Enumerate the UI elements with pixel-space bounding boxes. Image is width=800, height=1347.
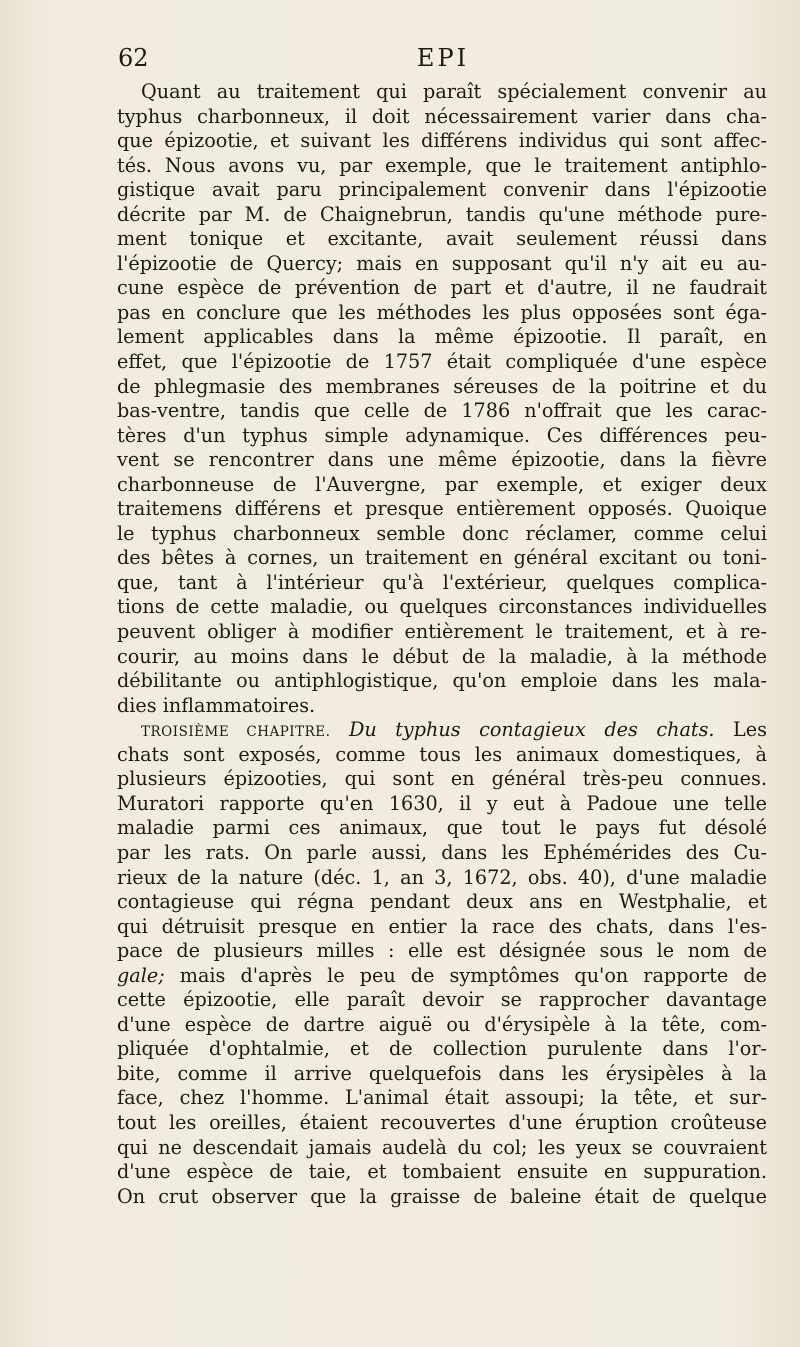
page-number: 62 [118,44,149,72]
text-line: tés. Nous avons vu, par exemple, que le traitement antiphlo- [117,153,767,177]
text-line: tout les oreilles, étaient recouvertes d'une éruption croûteuse [117,1110,767,1134]
text-line: par les rats. On parle aussi, dans les Ephémérides des Cu- [117,840,767,864]
text-line: Quant au traitement qui paraît spécialement convenir au [141,80,767,103]
text-line: qui ne descendait jamais audelà du col; les yeux se couvraient [117,1135,767,1159]
chapter-heading-line [117,718,767,743]
body-text [117,80,767,1209]
text-line: tions de cette maladie, ou quelques circonstances individuelles [117,595,767,619]
text-line: maladie parmi ces animaux, que tout le pays fut désolé [117,816,767,840]
text-line: pace de plusieurs milles : elle est désignée sous le nom de [117,939,767,963]
gale-line-rest: mais d'après le peu de symptômes qu'on rapporte de [179,963,767,987]
text-line: effet, que l'épizootie de 1757 était compliquée d'une espèce [117,350,767,374]
page-header [118,44,768,80]
text-line: cette épizootie, elle paraît devoir se rapprocher davantage [117,988,767,1012]
text-line: vent se rencontrer dans une même épizootie, dans la fièvre [117,448,767,472]
text-line: bite, comme il arrive quelquefois dans les érysipèles à la [117,1061,767,1085]
text-line: On crut observer que la graisse de baleine était de quelque [117,1184,767,1208]
text-line: traitemens différens et presque entièrement opposés. Quoique [117,497,767,521]
text-line: des bêtes à cornes, un traitement en général excitant ou toni- [117,546,767,570]
chapter-title: Du typhus contagieux des chats. [348,718,715,742]
text-line: cune espèce de prévention de part et d'autre, il ne faudrait [117,276,767,300]
text-line: face, chez l'homme. L'animal était assoupi; la tête, et sur- [117,1086,767,1110]
text-line: contagieuse qui régna pendant deux ans en Westphalie, et [117,890,767,914]
text-line: lement applicables dans la même épizootie. Il paraît, en [117,325,767,349]
gale-line [117,964,767,989]
text-line: dies inflammatoires. [117,693,316,717]
text-line: d'une espèce de taie, et tombaient ensuite en suppuration. [117,1160,767,1184]
text-line: chats sont exposés, comme tous les animaux domestiques, à [117,742,767,766]
text-line: pas en conclure que les méthodes les plus opposées sont éga- [117,300,767,324]
text-line: Muratori rapporte qu'en 1630, il y eut à Padoue une telle [117,791,767,815]
text-line: d'une espèce de dartre aiguë ou d'érysipèle à la tête, com- [117,1012,767,1036]
text-line: que épizootie, et suivant les différens individus qui sont affec- [117,129,767,153]
text-line: typhus charbonneux, il doit nécessairement varier dans cha- [117,104,767,128]
text-line: charbonneuse de l'Auvergne, par exemple, et exiger deux [117,472,767,496]
running-head: EPI [416,44,470,72]
text-line: de phlegmasie des membranes séreuses de la poitrine et du [117,374,767,398]
paragraph-treatment [117,80,767,718]
text-line: ment tonique et excitante, avait seulement réussi dans [117,227,767,251]
text-line: débilitante ou antiphlogistique, qu'on emploie dans les mala- [117,669,767,693]
text-line: gistique avait paru principalement convenir dans l'épizootie [117,178,767,202]
text-line: qui détruisit presque en entier la race des chats, dans l'es- [117,914,767,938]
text-line: pliquée d'ophtalmie, et de collection purulente dans l'or- [117,1037,767,1061]
text-line: tères d'un typhus simple adynamique. Ces différences peu- [117,423,767,447]
paragraph-cats [117,718,767,1209]
text-line: que, tant à l'intérieur qu'à l'extérieur, quelques complica- [117,570,767,594]
text-line: le typhus charbonneux semble donc réclamer, comme celui [117,521,767,545]
text-line: plusieurs épizooties, qui sont en général très-peu connues. [117,767,767,791]
text-line: bas-ventre, tandis que celle de 1786 n'offrait que les carac- [117,399,767,423]
text-line: décrite par M. de Chaignebrun, tandis qu'une méthode pure- [117,202,767,226]
gale-word: gale; [117,963,165,987]
text-line: l'épizootie de Quercy; mais en supposant qu'il n'y ait eu au- [117,251,767,275]
chapter-label: TROISIÈME CHAPITRE. [141,724,331,741]
text-line: courir, au moins dans le début de la maladie, à la méthode [117,644,767,668]
text-line: peuvent obliger à modifier entièrement le traitement, et à re- [117,620,767,644]
text-line: rieux de la nature (déc. 1, an 3, 1672, obs. 40), d'une maladie [117,865,767,889]
chapter-line-rest: Les [733,718,767,742]
